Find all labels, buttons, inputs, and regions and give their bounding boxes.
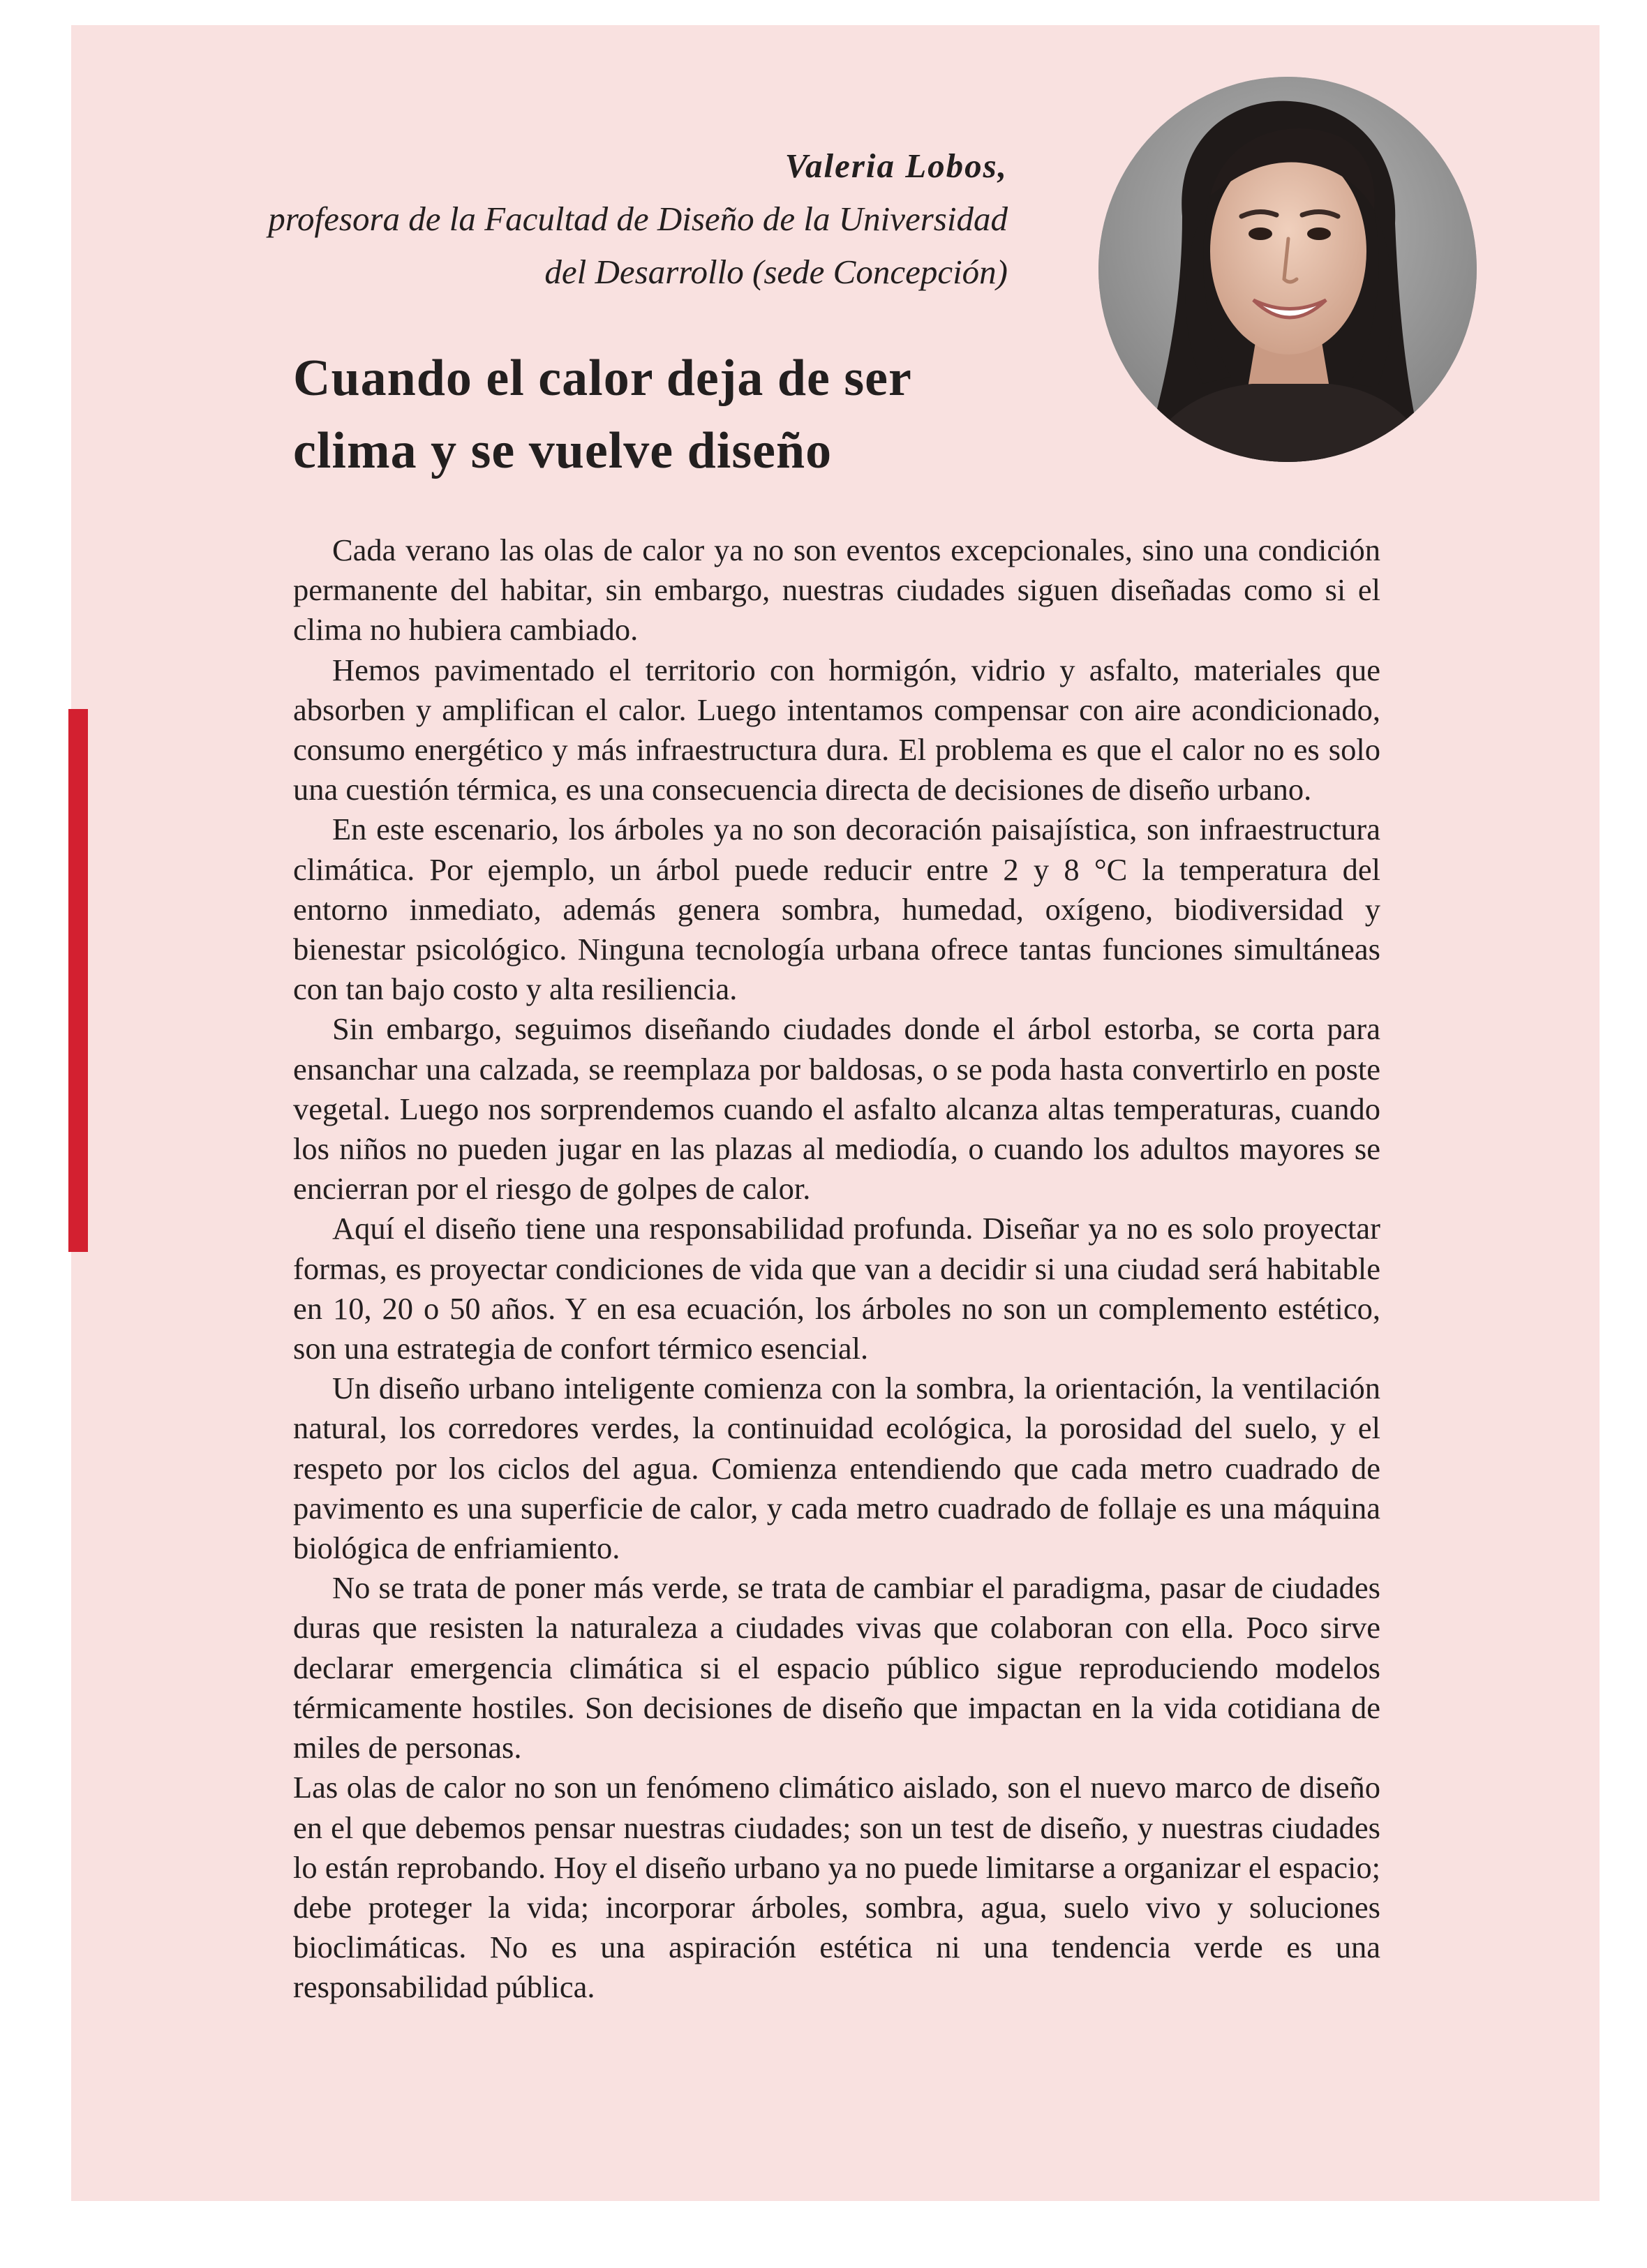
author-byline <box>240 140 1008 299</box>
accent-bar <box>68 709 88 1252</box>
author-portrait <box>1098 77 1477 462</box>
article-title <box>293 342 1096 487</box>
paragraph-7: No se trata de poner más verde, se trata de cambiar el paradigma, pasar de ciudades duras que resisten la naturaleza a ciudades vivas que colaboran con ella. Poco sirve declarar emergencia climática si el espacio público sigue reproduciendo modelos térmicamente hostiles. Son decisiones de diseño que impactan en la vida cotidiana de miles de personas. <box>293 1570 1380 1766</box>
paragraph-4: Sin embargo, seguimos diseñando ciudades donde el árbol estorba, se corta para ensanchar una calzada, se reemplaza por baldosas, o se poda hasta convertirlo en poste vegetal. Luego nos sorprendemos cuando el asfalto alcanza altas temperaturas, cuando los niños no pueden jugar en las plazas al mediodía, o cuando los adultos mayores se encierran por el riesgo de golpes de calor. <box>293 1011 1380 1207</box>
paragraph-6: Un diseño urbano inteligente comienza con la sombra, la orientación, la ventilación natural, los corredores verdes, la continuidad ecológica, la porosidad del suelo, y el respeto por los ciclos del agua. Comienza entendiendo que cada metro cuadrado de pavimento es una superficie de calor, y cada metro cuadrado de follaje es una máquina biológica de enfriamiento. <box>293 1371 1380 1566</box>
paragraph-3: En este escenario, los árboles ya no son decoración paisajística, son infraestructura climática. Por ejemplo, un árbol puede reducir entre 2 y 8 °C la temperatura del entorno inmediato, además genera sombra, humedad, oxígeno, biodiversidad y bienestar psicológico. Ninguna tecnología urbana ofrece tantas funciones simultáneas con tan bajo costo y alta resiliencia. <box>293 812 1380 1007</box>
author-role-line-2: del Desarrollo (sede Concepción) <box>544 253 1008 291</box>
author-role-line-1: profesora de la Facultad de Diseño de la Universidad <box>268 200 1008 238</box>
paragraph-1: Cada verano las olas de calor ya no son eventos excepcionales, sino una condición permanente del habitar, sin embargo, nuestras ciudades siguen diseñadas como si el clima no hubiera cambiado. <box>293 532 1380 648</box>
paragraph-8: Las olas de calor no son un fenómeno climático aislado, son el nuevo marco de diseño en el que debemos pensar nuestras ciudades; son un test de diseño, y nuestras ciudades lo están reprobando. Hoy el diseño urbano ya no puede limitarse a organizar el espacio; debe proteger la vida; incorporar árboles, sombra, agua, suelo vivo y soluciones bioclimáticas. No es una aspiración estética ni una tendencia verde es una responsabilidad pública. <box>293 1770 1380 2005</box>
title-line-1: Cuando el calor deja de ser <box>293 350 912 407</box>
article-body <box>293 530 1380 2008</box>
title-line-2: clima y se vuelve diseño <box>293 422 833 479</box>
paragraph-5: Aquí el diseño tiene una responsabilidad profunda. Diseñar ya no es solo proyectar formas, es proyectar condiciones de vida que van a decidir si una ciudad será habitable en 10, 20 o 50 años. Y en esa ecuación, los árboles no son un complemento estético, son una estrategia de confort térmico esencial. <box>293 1211 1380 1366</box>
author-name: Valeria Lobos, <box>784 147 1008 185</box>
paragraph-2: Hemos pavimentado el territorio con hormigón, vidrio y asfalto, materiales que absorben y amplifican el calor. Luego intentamos compensar con aire acondicionado, consumo energético y más infraestructura dura. El problema es que el calor no es solo una cuestión térmica, es una consecuencia directa de decisiones de diseño urbano. <box>293 652 1380 807</box>
